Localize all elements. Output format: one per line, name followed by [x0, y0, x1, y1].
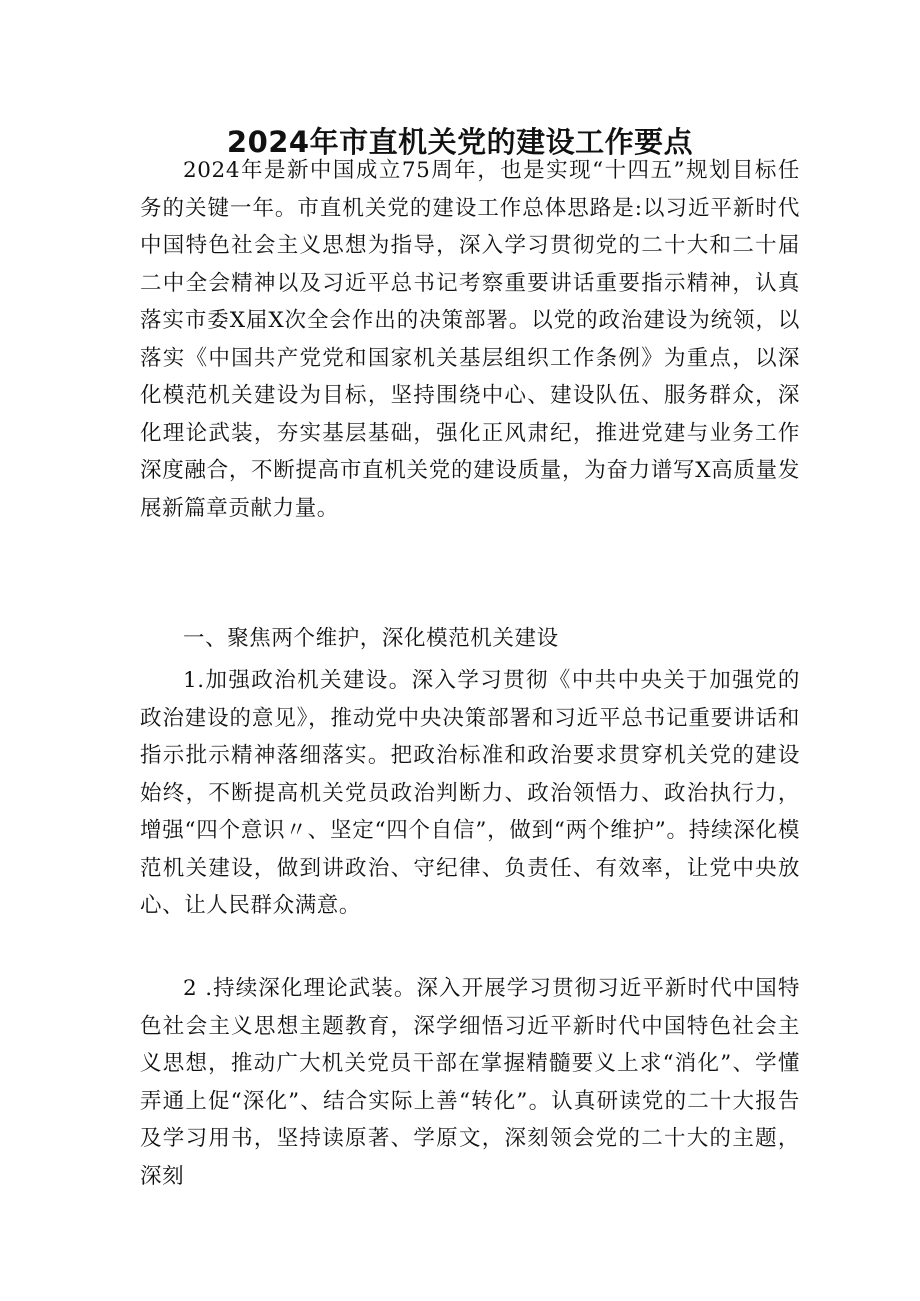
document-title: 2024年市直机关党的建设工作要点 [226, 125, 694, 159]
intro-paragraph: 2024年是新中国成立75周年，也是实现“十四五”规划目标任务的关键一年。市直机关党的建设工作总体思路是:以习近平新时代中国特色社会主义思想为指导，深入学习贯彻党的二十大和二十届二中全会精神以及习近平总书记考察重要讲话重要指示精神，认真落实市委X届X次全会作出的决策部署。以党的政治建设为统领，以落实《中国共产党党和国家机关基层组织工作条例》为重点，以深化模范机关建设为目标，坚持围绕中心、建设队伍、服务群众，深化理论武装，夯实基层基础，强化正风肃纪，推进党建与业务工作深度融合，不断提高市直机关党的建设质量，为奋力谱写X高质量发展新篇章贡献力量。 [140, 158, 800, 521]
section-heading: 一、聚焦两个维护，深化模范机关建设 [183, 626, 559, 651]
item-paragraph-1: 1.加强政治机关建设。深入学习贯彻《中共中央关于加强党的政治建设的意见》，推动党中央决策部署和习近平总书记重要讲话和指示批示精神落细落实。把政治标准和政治要求贯穿机关党的建设始终，不断提高机关党员政治判断力、政治领悟力、政治执行力，增强“四个意识〃、坚定“四个自信”，做到“两个维护”。持续深化模范机关建设，做到讲政治、守纪律、负责任、有效率，让党中央放心、让人民群众满意。 [140, 668, 800, 918]
item-paragraph-2: 2 .持续深化理论武装。深入开展学习贯彻习近平新时代中国特色社会主义思想主题教育，深学细悟习近平新时代中国特色社会主义思想，推动广大机关党员干部在掌握精髓要义上求“消化”、学懂弄通上促“深化”、结合实际上善“转化”。认真研读党的二十大报告及学习用书，坚持读原著、学原文，深刻领会党的二十大的主题，深刻 [140, 976, 800, 1189]
